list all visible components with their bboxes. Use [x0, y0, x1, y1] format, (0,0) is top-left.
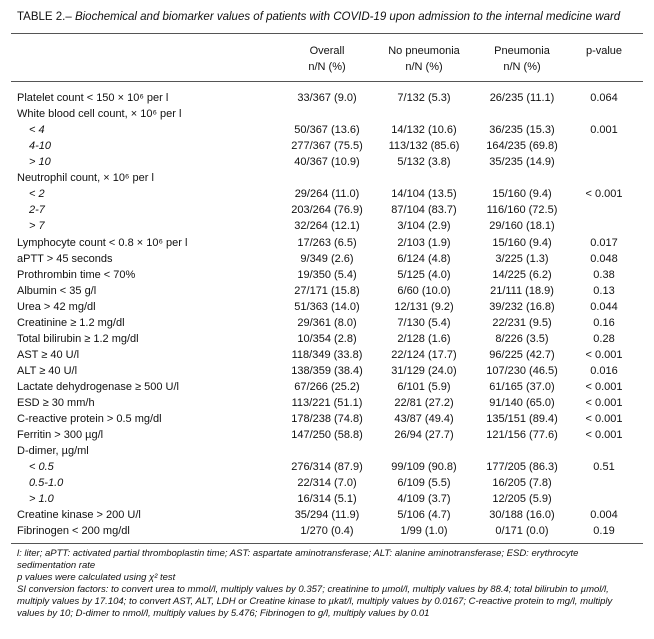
table-footnotes — [17, 548, 637, 620]
cell-overall: 29/361 (8.0) — [297, 316, 357, 329]
header-no-pneumonia-label: No pneumonia — [388, 45, 460, 57]
row-label: D-dimer, µg/ml — [17, 445, 89, 458]
cell-p-value: < 0.001 — [585, 348, 623, 361]
table-row — [0, 491, 654, 507]
table-row — [0, 154, 654, 170]
cell-no-pneumonia: 6/101 (5.9) — [397, 380, 451, 393]
cell-overall: 27/171 (15.8) — [294, 284, 360, 297]
cell-p-value: 0.016 — [590, 364, 618, 377]
header-overall-label: Overall — [309, 45, 345, 57]
cell-no-pneumonia: 5/132 (3.8) — [397, 156, 451, 169]
row-label: White blood cell count, × 10⁶ per l — [17, 108, 182, 120]
cell-pneumonia: 16/205 (7.8) — [492, 477, 552, 490]
cell-p-value: 0.048 — [590, 252, 618, 265]
row-label: > 7 — [29, 220, 45, 233]
cell-overall: 1/270 (0.4) — [300, 525, 354, 538]
cell-p-value: < 0.001 — [585, 188, 623, 201]
cell-no-pneumonia: 31/129 (24.0) — [391, 364, 457, 377]
header-p-value-label: p-value — [585, 45, 623, 57]
table-row — [0, 218, 654, 234]
header-no-pneumonia-unit: n/N (%) — [405, 61, 443, 73]
cell-no-pneumonia: 7/130 (5.4) — [397, 316, 451, 329]
table-row — [0, 315, 654, 331]
table-row — [0, 170, 654, 186]
cell-pneumonia: 91/140 (65.0) — [489, 396, 555, 409]
cell-pneumonia: 3/225 (1.3) — [495, 252, 549, 265]
cell-no-pneumonia: 1/99 (1.0) — [400, 525, 448, 538]
cell-overall: 22/314 (7.0) — [297, 477, 357, 490]
cell-no-pneumonia: 6/109 (5.5) — [397, 477, 451, 490]
cell-p-value: 0.28 — [593, 332, 615, 345]
cell-overall: 51/363 (14.0) — [294, 300, 360, 313]
cell-no-pneumonia: 14/104 (13.5) — [391, 188, 457, 201]
cell-p-value: < 0.001 — [585, 380, 623, 393]
table-row — [0, 235, 654, 251]
top-rule — [11, 33, 643, 34]
cell-no-pneumonia: 2/128 (1.6) — [397, 332, 451, 345]
cell-overall: 9/349 (2.6) — [300, 252, 354, 265]
cell-overall: 29/264 (11.0) — [294, 188, 360, 201]
table-row — [0, 186, 654, 202]
header-pneumonia — [476, 43, 568, 75]
cell-p-value: 0.044 — [590, 300, 618, 313]
cell-no-pneumonia: 87/104 (83.7) — [391, 204, 457, 217]
row-label: ESD ≥ 30 mm/h — [17, 396, 95, 409]
table-row — [0, 299, 654, 315]
table-row — [0, 202, 654, 218]
header-pneumonia-label: Pneumonia — [494, 45, 550, 57]
cell-p-value: 0.017 — [590, 236, 618, 249]
cell-overall: 178/238 (74.8) — [291, 413, 363, 425]
cell-overall: 16/314 (5.1) — [297, 493, 357, 506]
cell-no-pneumonia: 43/87 (49.4) — [394, 413, 454, 425]
cell-pneumonia: 15/160 (9.4) — [492, 188, 552, 201]
cell-no-pneumonia: 5/125 (4.0) — [397, 268, 451, 281]
header-overall-unit: n/N (%) — [308, 61, 346, 73]
table-caption: Biochemical and biomarker values of patients with COVID-19 upon admission to the internal medicine ward — [71, 11, 621, 23]
row-label: Creatine kinase > 200 U/l — [17, 509, 141, 522]
row-label: > 1.0 — [29, 493, 54, 506]
row-label: ALT ≥ 40 U/l — [17, 364, 78, 377]
table-row — [0, 363, 654, 379]
cell-pneumonia: 36/235 (15.3) — [489, 124, 555, 137]
cell-overall: 10/354 (2.8) — [297, 332, 357, 345]
table-row — [0, 379, 654, 395]
cell-pneumonia: 135/151 (89.4) — [486, 413, 558, 425]
row-label: AST ≥ 40 U/l — [17, 348, 80, 361]
cell-pneumonia: 8/226 (3.5) — [495, 332, 549, 345]
cell-no-pneumonia: 22/124 (17.7) — [391, 348, 457, 361]
row-label: Albumin < 35 g/l — [17, 284, 97, 297]
table-number: TABLE 2.– — [17, 11, 72, 23]
cell-overall: 40/367 (10.9) — [294, 156, 360, 169]
row-label: < 0.5 — [29, 461, 54, 474]
cell-p-value: 0.16 — [593, 316, 615, 329]
cell-pneumonia: 35/235 (14.9) — [489, 156, 555, 169]
cell-no-pneumonia: 2/103 (1.9) — [397, 236, 451, 249]
cell-pneumonia: 116/160 (72.5) — [486, 204, 558, 217]
cell-no-pneumonia: 14/132 (10.6) — [391, 124, 457, 137]
cell-no-pneumonia: 3/104 (2.9) — [397, 220, 451, 233]
cell-overall: 276/314 (87.9) — [291, 461, 363, 474]
header-no-pneumonia — [380, 43, 468, 75]
cell-pneumonia: 21/111 (18.9) — [490, 284, 554, 297]
cell-no-pneumonia: 22/81 (27.2) — [394, 396, 454, 409]
cell-no-pneumonia: 6/124 (4.8) — [397, 252, 451, 265]
table-row — [0, 427, 654, 443]
table-row — [0, 90, 654, 106]
cell-pneumonia: 39/232 (16.8) — [489, 300, 555, 313]
cell-no-pneumonia: 12/131 (9.2) — [394, 300, 454, 313]
row-label: Creatinine ≥ 1.2 mg/dl — [17, 316, 125, 329]
row-label: < 4 — [29, 124, 45, 137]
header-p-value — [573, 43, 635, 59]
cell-overall: 118/349 (33.8) — [291, 348, 363, 361]
cell-overall: 33/367 (9.0) — [297, 92, 357, 104]
cell-pneumonia: 15/160 (9.4) — [492, 236, 552, 249]
header-pneumonia-unit: n/N (%) — [503, 61, 541, 73]
footnote-statistics: p values were calculated using χ² test — [17, 572, 176, 583]
bottom-rule — [11, 543, 643, 544]
row-label: Platelet count < 150 × 10⁶ per l — [17, 92, 169, 104]
cell-no-pneumonia: 4/109 (3.7) — [397, 493, 451, 506]
row-label: Urea > 42 mg/dl — [17, 300, 96, 313]
cell-p-value: < 0.001 — [585, 396, 623, 409]
cell-p-value: 0.38 — [593, 268, 615, 281]
table-row — [0, 138, 654, 154]
cell-overall: 147/250 (58.8) — [291, 429, 363, 442]
table-row — [0, 395, 654, 411]
cell-pneumonia: 14/225 (6.2) — [492, 268, 552, 281]
cell-pneumonia: 30/188 (16.0) — [489, 509, 555, 522]
table-row — [0, 106, 654, 122]
cell-overall: 50/367 (13.6) — [294, 124, 360, 137]
row-label: Neutrophil count, × 10⁶ per l — [17, 172, 154, 185]
cell-overall: 19/350 (5.4) — [297, 268, 357, 281]
row-label: Total bilirubin ≥ 1.2 mg/dl — [17, 332, 139, 345]
cell-overall: 138/359 (38.4) — [291, 364, 363, 377]
table-row — [0, 122, 654, 138]
cell-pneumonia: 177/205 (86.3) — [486, 461, 558, 474]
cell-pneumonia: 121/156 (77.6) — [486, 429, 558, 442]
cell-pneumonia: 96/225 (42.7) — [489, 348, 555, 361]
footnote-si-conversion: SI conversion factors: to convert urea to mmol/l, multiply values by 0.357; creatinine to µmol/l, multiply values by 88.4; total bilirubin to µmol/l, multiply values by 17.104; to convert AST, ALT, LDH or Creatine kinase to µkat/l, multiply values by 0.0167; C-reactive protein to mg/l, multiply values by 10; D-dimer to nmol/l, multiply values by 5.476; Fibrinogen to g/l, multiply values by 0.01 — [17, 584, 613, 619]
cell-p-value: 0.004 — [590, 509, 618, 522]
cell-overall: 32/264 (12.1) — [294, 220, 360, 233]
cell-p-value: < 0.001 — [585, 429, 623, 442]
cell-no-pneumonia: 113/132 (85.6) — [388, 140, 460, 153]
cell-pneumonia: 26/235 (11.1) — [489, 92, 555, 104]
cell-overall: 17/263 (6.5) — [297, 236, 357, 249]
row-label: aPTT > 45 seconds — [17, 252, 113, 265]
row-label: Fibrinogen < 200 mg/dl — [17, 525, 130, 538]
table-row — [0, 523, 654, 539]
cell-no-pneumonia: 6/60 (10.0) — [397, 284, 451, 297]
row-label: 2-7 — [29, 204, 45, 217]
cell-pneumonia: 164/235 (69.8) — [486, 140, 558, 153]
cell-pneumonia: 107/230 (46.5) — [486, 364, 558, 377]
row-label: Lymphocyte count < 0.8 × 10⁶ per l — [17, 236, 188, 249]
cell-p-value: 0.51 — [593, 461, 615, 474]
cell-no-pneumonia: 5/106 (4.7) — [397, 509, 451, 522]
cell-overall: 203/264 (76.9) — [291, 204, 363, 217]
row-label: Prothrombin time < 70% — [17, 268, 136, 281]
cell-pneumonia: 12/205 (5.9) — [492, 493, 552, 506]
cell-overall: 35/294 (11.9) — [294, 509, 360, 522]
cell-p-value: 0.064 — [590, 92, 618, 104]
cell-overall: 67/266 (25.2) — [294, 380, 360, 393]
table-row — [0, 411, 654, 427]
header-overall — [287, 43, 367, 75]
table-row — [0, 507, 654, 523]
cell-pneumonia: 22/231 (9.5) — [492, 316, 552, 329]
cell-overall: 113/221 (51.1) — [291, 396, 363, 409]
cell-overall: 277/367 (75.5) — [291, 140, 363, 153]
cell-pneumonia: 61/165 (37.0) — [489, 380, 555, 393]
table-row — [0, 347, 654, 363]
table-row — [0, 443, 654, 459]
cell-p-value: 0.001 — [590, 124, 618, 137]
cell-p-value: 0.19 — [593, 525, 615, 538]
cell-no-pneumonia: 99/109 (90.8) — [391, 461, 457, 474]
row-label: Lactate dehydrogenase ≥ 500 U/l — [17, 380, 179, 393]
row-label: < 2 — [29, 188, 45, 201]
header-rule — [11, 81, 643, 82]
cell-p-value: < 0.001 — [585, 413, 623, 425]
table-row — [0, 459, 654, 475]
row-label: C-reactive protein > 0.5 mg/dl — [17, 413, 162, 425]
table-row — [0, 331, 654, 347]
row-label: 4-10 — [29, 140, 52, 153]
cell-no-pneumonia: 7/132 (5.3) — [397, 92, 451, 104]
table-title — [17, 11, 620, 23]
row-label: > 10 — [29, 156, 51, 169]
row-label: Ferritin > 300 µg/l — [17, 429, 104, 442]
cell-pneumonia: 29/160 (18.1) — [489, 220, 555, 233]
table-row — [0, 475, 654, 491]
cell-p-value: 0.13 — [593, 284, 615, 297]
row-label: 0.5-1.0 — [29, 477, 64, 490]
footnote-abbreviations: l: liter; aPTT: activated partial thromboplastin time; AST: aspartate aminotransferase; ALT: alanine aminotransferase; ESD: erythrocyte sedimentation rate — [17, 548, 579, 571]
cell-pneumonia: 0/171 (0.0) — [495, 525, 549, 538]
table-row — [0, 283, 654, 299]
table-row — [0, 267, 654, 283]
table-row — [0, 251, 654, 267]
cell-no-pneumonia: 26/94 (27.7) — [394, 429, 454, 442]
